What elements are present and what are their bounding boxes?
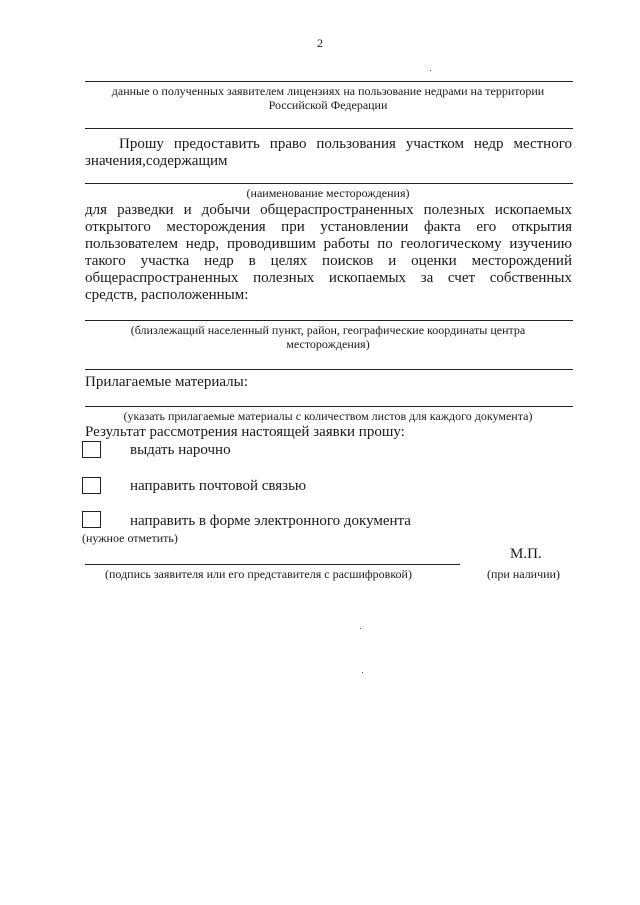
- license-caption-line2: Российской Федерации: [268, 98, 388, 112]
- purpose-line: открытого месторождения при установлении факта его открытия: [85, 219, 572, 235]
- location-caption-line2: месторождения): [286, 337, 370, 351]
- option-electronic-label: направить в форме электронного документа: [130, 513, 411, 529]
- purpose-line: общераспространенных полезных ископаемых за счет собственных: [85, 270, 572, 286]
- purpose-last-line: средств, расположенным:: [85, 287, 249, 303]
- purpose-line: для разведки и добычи общераспространенных полезных ископаемых: [85, 202, 572, 218]
- license-fill-line[interactable]: [85, 81, 573, 82]
- request-line2: значения,содержащим: [85, 153, 228, 169]
- option-by-hand-checkbox[interactable]: [82, 441, 101, 458]
- result-heading: Результат рассмотрения настоящей заявки прошу:: [85, 424, 405, 440]
- signature-caption: (подпись заявителя или его представителя с расшифровкой): [105, 567, 412, 581]
- location-caption: [80, 323, 576, 351]
- purpose-line: такого участка недр в целях поисков и оценки месторождений: [85, 253, 572, 269]
- license-caption-line1: данные о полученных заявителем лицензиях на пользование недрами на территории: [111, 84, 545, 98]
- signature-fill-line[interactable]: [85, 564, 460, 565]
- purpose-paragraph: [85, 202, 572, 304]
- purpose-line: пользователем недр, проводившим работы по геологическому изучению: [85, 236, 572, 252]
- request-paragraph: [85, 136, 572, 170]
- location-bottom-line: [85, 369, 573, 370]
- option-by-post-label: направить почтовой связью: [130, 478, 307, 494]
- scan-speck: [362, 672, 363, 673]
- page-number: 2: [317, 36, 323, 50]
- option-electronic-checkbox[interactable]: [82, 511, 101, 528]
- location-fill-line[interactable]: [85, 320, 573, 321]
- location-caption-line1: (близлежащий населенный пункт, район, географические координаты центра: [130, 323, 526, 337]
- seal-label: М.П.: [510, 546, 542, 562]
- mark-note: (нужное отметить): [82, 531, 178, 545]
- license-bottom-line: [85, 128, 573, 129]
- option-by-hand-label: выдать нарочно: [130, 442, 231, 458]
- seal-caption: (при наличии): [487, 567, 560, 581]
- option-by-post-checkbox[interactable]: [82, 477, 101, 494]
- materials-label: Прилагаемые материалы:: [85, 374, 248, 390]
- request-line1: Прошу предоставить право пользования участком недр местного: [119, 136, 572, 152]
- scan-speck: [360, 628, 361, 629]
- deposit-caption: (наименование месторождения): [246, 186, 410, 200]
- license-caption: [80, 84, 576, 112]
- materials-fill-line[interactable]: [85, 406, 573, 407]
- materials-caption: (указать прилагаемые материалы с количеством листов для каждого документа): [123, 409, 533, 423]
- scan-speck: [430, 70, 431, 71]
- deposit-fill-line[interactable]: [85, 183, 573, 184]
